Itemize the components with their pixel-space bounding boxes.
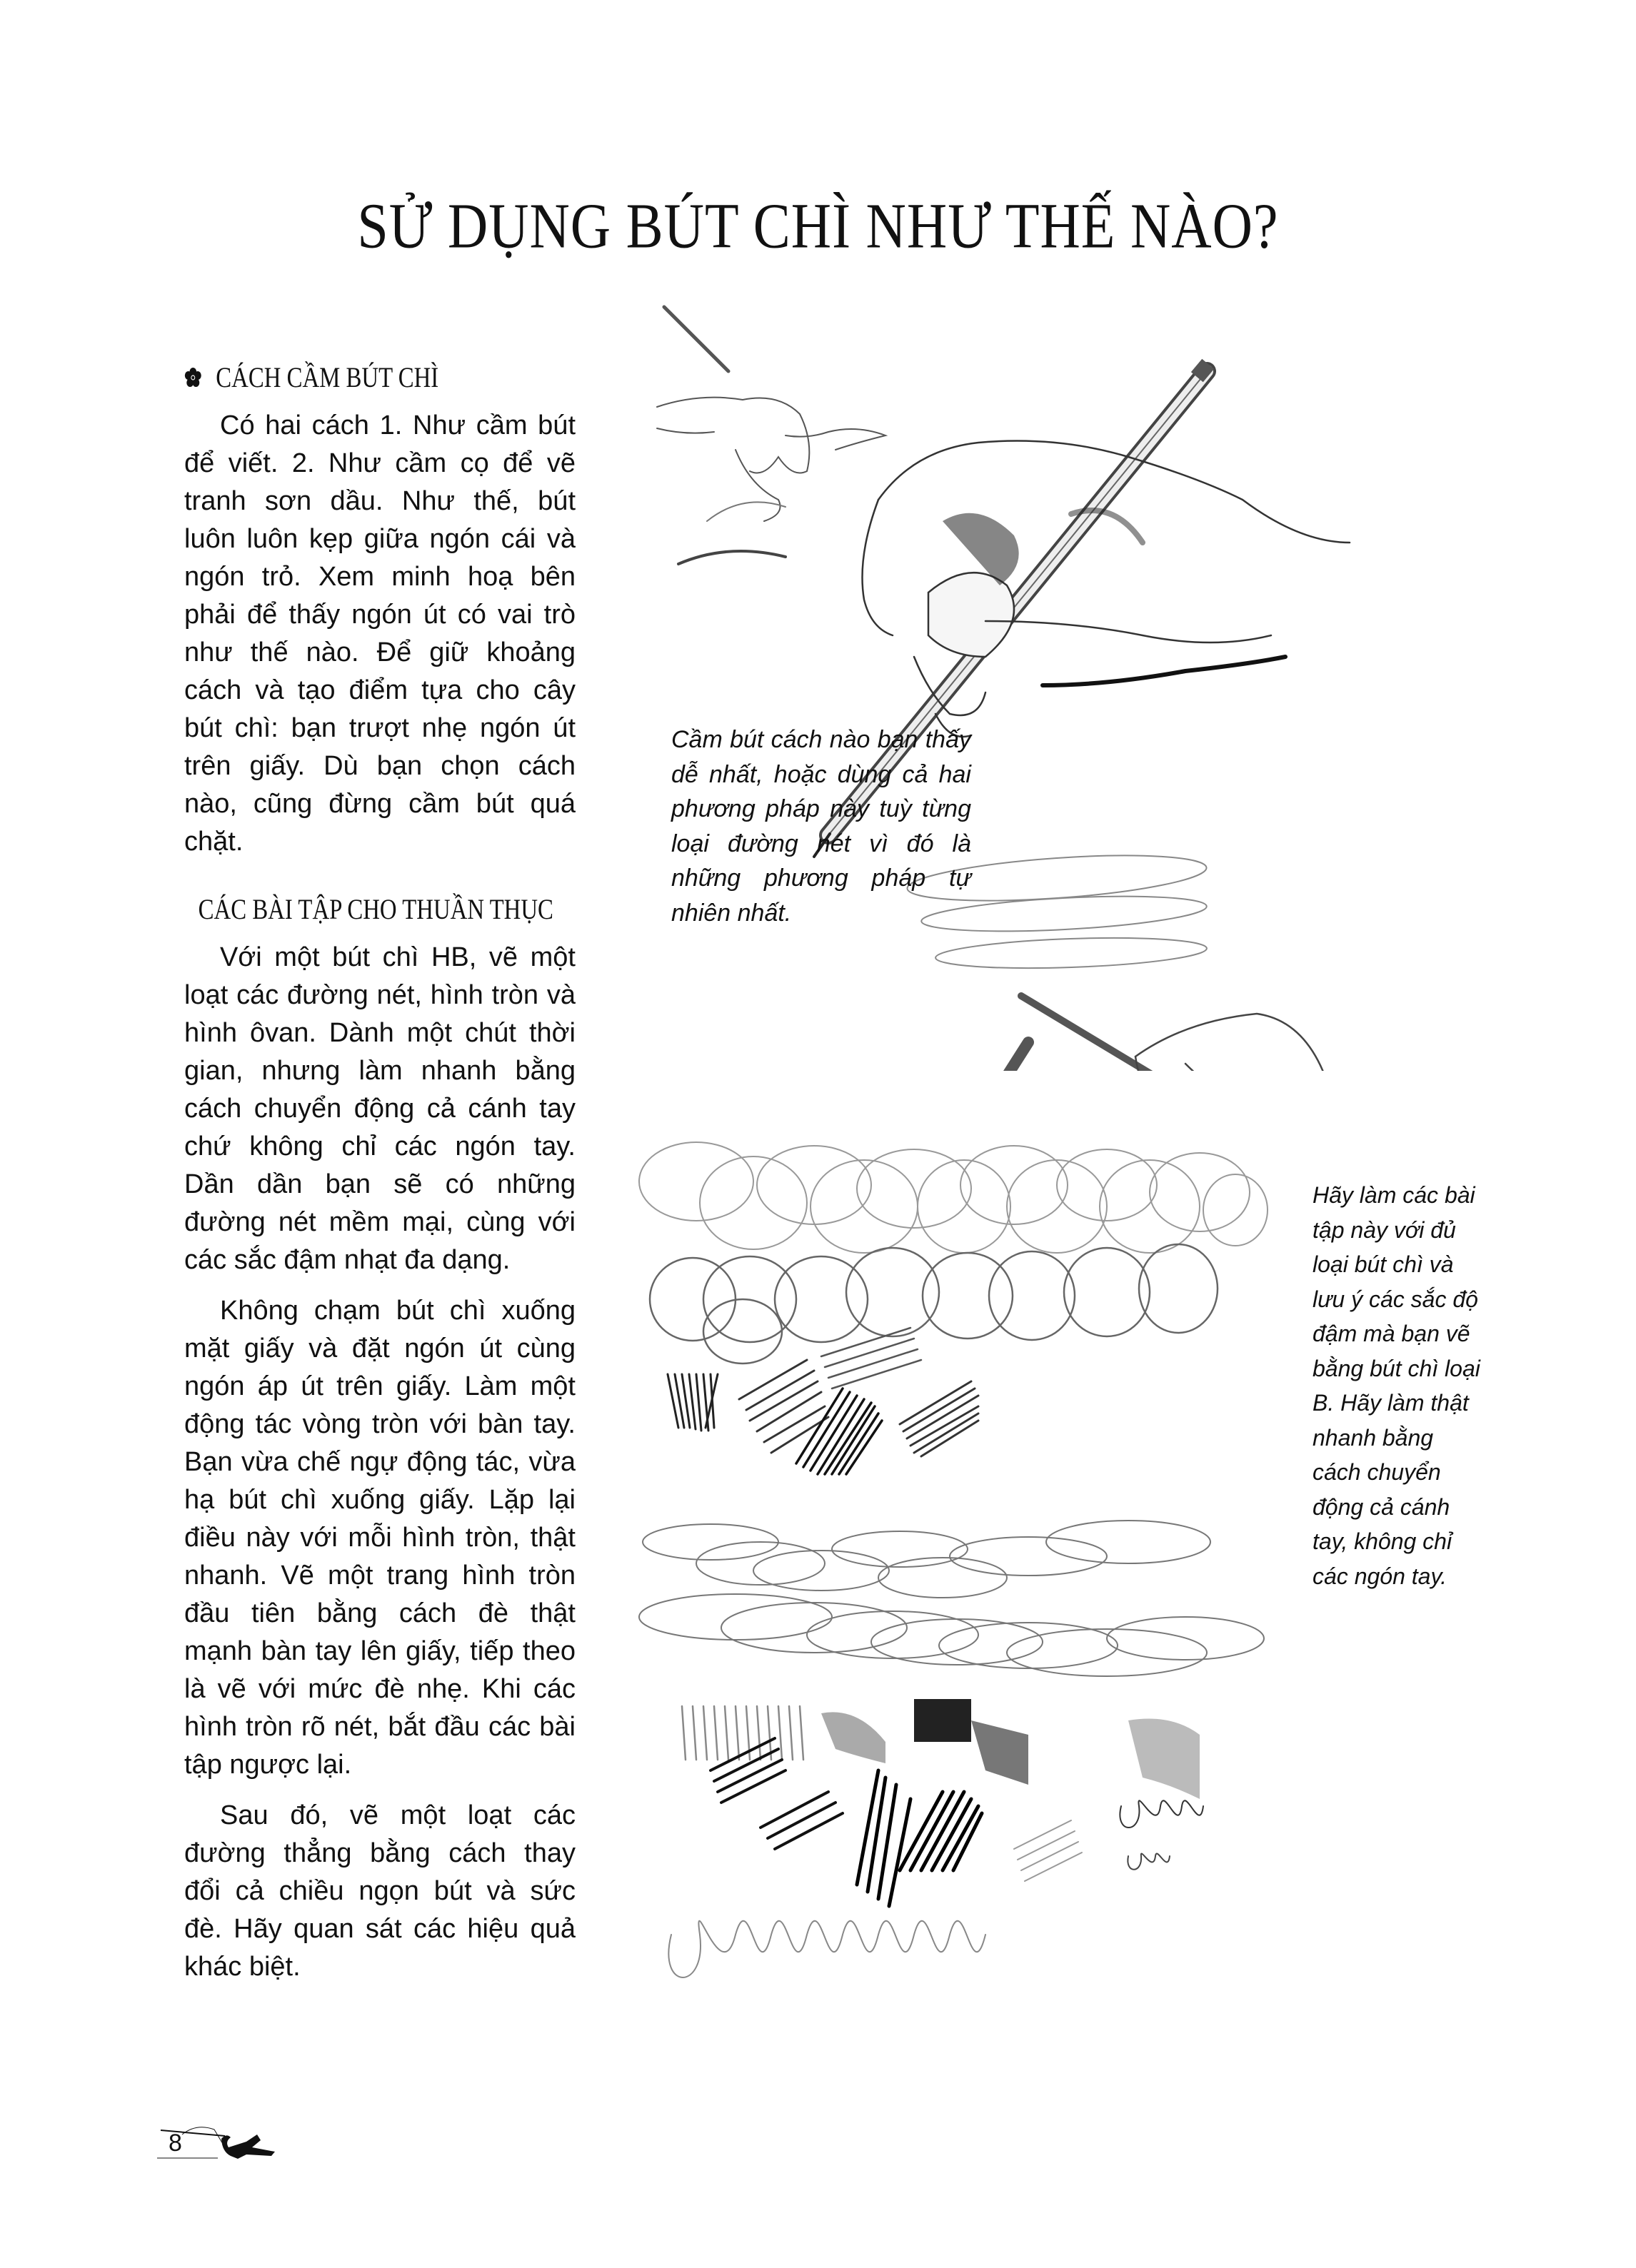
lower-hand-sketch [828, 1042, 1090, 1071]
flower-icon [184, 367, 202, 388]
hands-caption: Cầm bút cách nào bạn thấy dễ nhất, hoặc dùng cả hai phương pháp này tuỳ từng loại đường nét vì đó là những phương pháp tự nhiên nhất. [671, 726, 971, 927]
section-heading-exercises [184, 892, 553, 926]
paragraph: Không chạm bút chì xuống mặt giấy và đặt ngón út cùng ngón áp út trên giấy. Làm một động tác vòng tròn với bàn tay. Bạn vừa chế ngự động tác, vừa hạ bút chì xuống giấy. Lặp lại điều này với mỗi hình tròn, thật nhanh. Vẽ một trang hình tròn đầu tiên bằng cách đè thật mạnh bàn tay lên giấy, tiếp theo là vẽ với mức đè nhẹ. Khi các hình tròn rõ nét, bắt đầu các bài tập ngược lại. [184, 1296, 576, 1780]
paragraph: Sau đó, vẽ một loạt các đường thẳng bằng cách thay đổi cả chiều ngọn bút và sức đè. Hãy quan sát các hiệu quả khác biệt. [184, 1800, 576, 1982]
page-title: SỬ DỤNG BÚT CHÌ NHƯ THẾ NÀO? [357, 190, 1279, 262]
hatching-exercise [668, 1328, 978, 1474]
shading-exercise [682, 1699, 1200, 1906]
pencil-holding-hands-illustration [643, 286, 1500, 1071]
paragraph: Với một bút chì HB, vẽ một loạt các đường nét, hình tròn và hình ôvan. Dành một chút thời gian, nhưng làm nhanh bằng cách chuyển động cả cánh tay chứ không chỉ các ngón tay. Dần dần bạn sẽ có những đường nét mềm mại, cùng với các sắc đậm nhạt đa dạng. [184, 942, 576, 1275]
paragraph: Có hai cách 1. Như cầm bút để viết. 2. Như cầm cọ để vẽ tranh sơn dầu. Như thế, bút luôn luôn kẹp giữa ngón cái và ngón trỏ. Xem minh hoạ bên phải để thấy ngón út có vai trò như thế nào. Để giữ khoảng cách và tạo điểm tựa cho cây bút chì: bạn trượt nhẹ ngón út trên giấy. Dù bạn chọn cách nào, cũng đừng cầm bút quá chặt. [184, 410, 576, 857]
brush-grip-hand-sketch [1021, 996, 1478, 1071]
circle-exercise-row-1 [639, 1142, 1268, 1253]
section-heading-text: CÁCH CẦM BÚT CHÌ [216, 361, 439, 393]
ellipse-exercise [639, 1521, 1264, 1676]
body-text-column [184, 361, 576, 1999]
exercises-caption: Hãy làm các bài tập này với đủ loại bút chì và lưu ý các sắc độ đậm mà bạn vẽ bằng bút chì loại B. Hãy làm thật nhanh bằng cách chuyển động cả cánh tay, không chỉ các ngón tay. [1313, 1182, 1480, 1589]
writing-hand-sketch [657, 307, 885, 564]
circle-exercise-row-2 [650, 1244, 1218, 1364]
pencil-exercises-illustration [628, 1114, 1271, 2085]
section-heading-holding [184, 361, 505, 394]
page-number: 8 [169, 2130, 182, 2157]
section-heading-text: CÁC BÀI TẬP CHO THUẦN THỤC [198, 893, 553, 925]
